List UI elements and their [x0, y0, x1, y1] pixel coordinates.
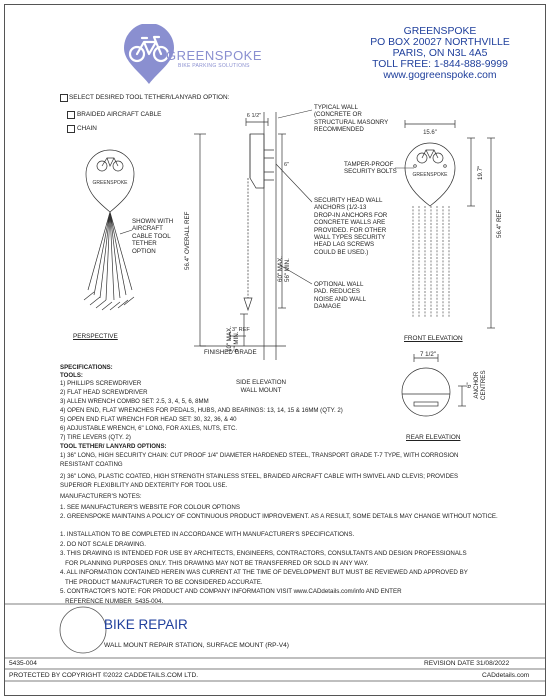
callout-security-anchors: [314, 197, 387, 256]
general-note: 5. CONTRACTOR'S NOTE: FOR PRODUCT AND COMPANY INFORMATION VISIT www.CADdetails.com/info AND ENTER: [60, 588, 402, 595]
side-dim-top: 6 1/2": [246, 113, 262, 119]
side-dim-small: 6": [284, 162, 290, 168]
general-note: 1. INSTALLATION TO BE COMPLETED IN ACCORDANCE WITH MANUFACTURER'S SPECIFICATIONS.: [60, 531, 355, 538]
callout-anchor-line: SECURITY HEAD WALL: [314, 197, 383, 204]
copyright-notice: PROTECTED BY COPYRIGHT ©2022 CADDETAILS.COM LTD.: [9, 672, 199, 679]
callout-anchor-line: DROP-IN ANCHORS FOR: [314, 211, 388, 219]
perspective-note-leader: [120, 226, 134, 236]
company-website[interactable]: www.gogreenspoke.com: [383, 70, 497, 81]
callout-wall-line: STRUCTURAL MASONRY: [314, 118, 389, 126]
company-address: [340, 26, 540, 81]
callout-wall-line: TYPICAL WALL: [314, 104, 358, 111]
callout-pad-line: PAD. REDUCES: [314, 288, 360, 296]
bolts-leader: [394, 164, 418, 174]
bottom-range-min: 6" MIN.: [233, 331, 240, 352]
tool-item: 5) OPEN END FLAT WRENCH FOR HEAD SET: 30, 32, 36, & 40: [60, 416, 237, 423]
general-notes: [60, 532, 530, 608]
tool-item: 4) OPEN END, FLAT WRENCHES FOR PEDALS, HUBS, AND BEARINGS: 13, 14, 15 & 16MM (QTY. 2): [60, 407, 343, 414]
tether-item: SUPERIOR FLEXIBILITY AND DEXTERITY FOR TOOL USE.: [60, 482, 228, 489]
bottom-range-max: 10" MAX.: [226, 326, 233, 352]
revision-date: REVISION DATE 31/08/2022: [424, 660, 510, 667]
side-caption-line: WALL MOUNT: [240, 386, 282, 394]
drawing-subtitle: WALL MOUNT REPAIR STATION, SURFACE MOUNT (RP-V4): [104, 642, 290, 649]
manufacturer-note: 1. SEE MANUFACTURER'S WEBSITE FOR COLOUR OPTIONS: [60, 504, 240, 511]
specifications-title: SPECIFICATIONS:: [60, 364, 113, 371]
perspective-caption: PERSPECTIVE: [73, 333, 118, 340]
perspective-view-drawing: [80, 140, 140, 340]
callout-pad-line: OPTIONAL WALL: [314, 281, 364, 288]
general-note: 3. THIS DRAWING IS INTENDED FOR USE BY ARCHITECTS, ENGINEERS, CONTRACTORS, CONSULTANTS AND DESIGN PROFESSIONALS: [60, 550, 467, 557]
perspective-note-line: AIRCRAFT: [132, 225, 163, 233]
option-prompt: SELECT DESIRED TOOL TETHER/LANYARD OPTION:: [69, 94, 230, 101]
address-line-1: PO BOX 20027 NORTHVILLE: [370, 37, 510, 48]
callout-wall-line: RECOMMENDED: [314, 126, 364, 134]
perspective-note-line: TETHER: [132, 240, 157, 248]
front-height-top: 19.7": [477, 165, 484, 180]
general-note: REFERENCE NUMBER 5435-004.: [60, 597, 164, 605]
side-overall-ref: 56.4" OVERALL REF: [184, 211, 191, 270]
front-badge-text: GREENSPOKE: [412, 172, 448, 178]
callout-bolts-line: SECURITY BOLTS: [344, 168, 397, 176]
address-name: GREENSPOKE: [403, 26, 477, 37]
side-caption-line: SIDE ELEVATION: [236, 379, 286, 386]
front-elevation-drawing: [395, 118, 505, 334]
address-line-2: PARIS, ON N3L 4A5: [392, 48, 488, 59]
tether-item: 2) 36" LONG, PLASTIC COATED, HIGH STRENGTH STAINLESS STEEL, BRAIDED AIRCRAFT CABLE WITH SWIVEL AND CLEVIS; PROVIDES: [60, 473, 459, 480]
tools-title: TOOLS:: [60, 372, 83, 379]
rear-elevation-caption: REAR ELEVATION: [406, 434, 461, 441]
reference-number: 5435-004: [9, 660, 37, 667]
tether-item: RESISTANT COATING: [60, 461, 123, 468]
perspective-note-line: SHOWN WITH: [132, 218, 174, 225]
drawing-title: BIKE REPAIR: [104, 617, 188, 632]
manufacturer-note: 2. GREENSPOKE MAINTAINS A POLICY OF CONTINUOUS PRODUCT IMPROVEMENT. AS A RESULT, SOME DETAILS MAY CHANGE WITHOUT NOTICE.: [60, 513, 498, 520]
caddetails-site[interactable]: CADdetails.com: [482, 672, 530, 679]
manufacturer-notes: [60, 494, 530, 523]
braided-cable-checkbox[interactable]: [67, 111, 75, 119]
tool-item: 1) PHILLIPS SCREWDRIVER: [60, 380, 142, 387]
anchor-label-line: ANCHOR: [473, 371, 480, 399]
callout-anchor-line: PROVIDED. FOR OTHER: [314, 226, 387, 234]
tool-item: 6) ADJUSTABLE WRENCH, 6" LONG, FOR AXLES, NUTS, ETC.: [60, 425, 238, 432]
callout-typical-wall: [314, 104, 388, 134]
tool-item: 2) FLAT HEAD SCREWDRIVER: [60, 389, 148, 396]
front-height-overall: 56.4" REF: [496, 209, 503, 238]
toll-free-phone: TOLL FREE: 1-844-888-9999: [372, 59, 508, 70]
wall-range-max: 60" MAX.: [277, 256, 284, 282]
callout-anchor-line: ANCHORS (1/2-13: [314, 204, 367, 212]
callout-bolts-line: TAMPER-PROOF: [344, 161, 394, 168]
general-note: FOR PLANNING PURPOSES ONLY. THIS DRAWING MAY NOT BE TRANSFERRED OR SOLD IN ANY WAY.: [60, 559, 369, 567]
callout-anchor-line: CONCRETE WALLS ARE: [314, 219, 386, 227]
front-width-dim: 15.6": [423, 130, 437, 136]
perspective-note: [132, 218, 173, 255]
chain-checkbox[interactable]: [67, 125, 75, 133]
rear-width-dim: 7 1/2": [420, 351, 436, 358]
finished-grade-label: FINISHED GRADE: [204, 349, 257, 356]
manufacturer-notes-title: MANUFACTURER'S NOTES:: [60, 493, 142, 500]
anchor-label-line: CENTRES: [480, 370, 487, 400]
tether-item: 1) 36" LONG, HIGH SECURITY CHAIN: CUT PROOF 1/4" DIAMETER HARDENED STEEL, TRANSPORT GRADE T-7 TYPE, WITH CORROSION: [60, 452, 459, 459]
option-braided-cable: BRAIDED AIRCRAFT CABLE: [77, 111, 162, 118]
tool-item: 3) ALLEN WRENCH COMBO SET: 2.5, 3, 4, 5, 6, 8MM: [60, 398, 209, 405]
option-chain: CHAIN: [77, 125, 97, 132]
callout-security-bolts: [344, 161, 397, 176]
callout-pad-line: DAMAGE: [314, 303, 341, 311]
perspective-note-line: OPTION: [132, 247, 156, 255]
callout-anchor-line: WALL TYPES SECURITY: [314, 234, 386, 242]
anchor-label-line: 6": [466, 382, 473, 389]
general-note: 4. ALL INFORMATION CONTAINED HEREIN WAS CURRENT AT THE TIME OF DEVELOPMENT BUT MUST BE REVIEWED AND APPROVED BY: [60, 569, 468, 576]
callout-anchor-line: HEAD LAG SCREWS: [314, 241, 375, 249]
perspective-badge-text: GREENSPOKE: [92, 180, 128, 186]
callout-wall-pad: [314, 281, 366, 311]
side-callout-leaders: [266, 104, 314, 324]
side-dim-bottom: 3" REF: [232, 327, 250, 333]
wall-range-min: 56" MIN.: [284, 258, 291, 282]
perspective-note-line: CABLE TOOL: [132, 232, 171, 240]
select-option-checkbox[interactable]: [60, 94, 68, 102]
specifications-block: [60, 365, 500, 492]
front-elevation-caption: FRONT ELEVATION: [404, 335, 463, 342]
logo-tagline: BIKE PARKING SOLUTIONS: [178, 63, 250, 69]
tool-item: 7) TIRE LEVERS (QTY. 2): [60, 434, 131, 441]
tether-title: TOOL TETHER/ LANYARD OPTIONS:: [60, 443, 167, 450]
general-note: THE PRODUCT MANUFACTURER TO BE CONSIDERED ACCURATE.: [60, 578, 263, 586]
callout-anchor-line: COULD BE USED.): [314, 248, 369, 256]
callout-pad-line: NOISE AND WALL: [314, 295, 367, 303]
general-note: 2. DO NOT SCALE DRAWING.: [60, 540, 146, 548]
callout-wall-line: (CONCRETE OR: [314, 111, 362, 119]
logo-name: GREENSPOKE: [166, 48, 263, 63]
